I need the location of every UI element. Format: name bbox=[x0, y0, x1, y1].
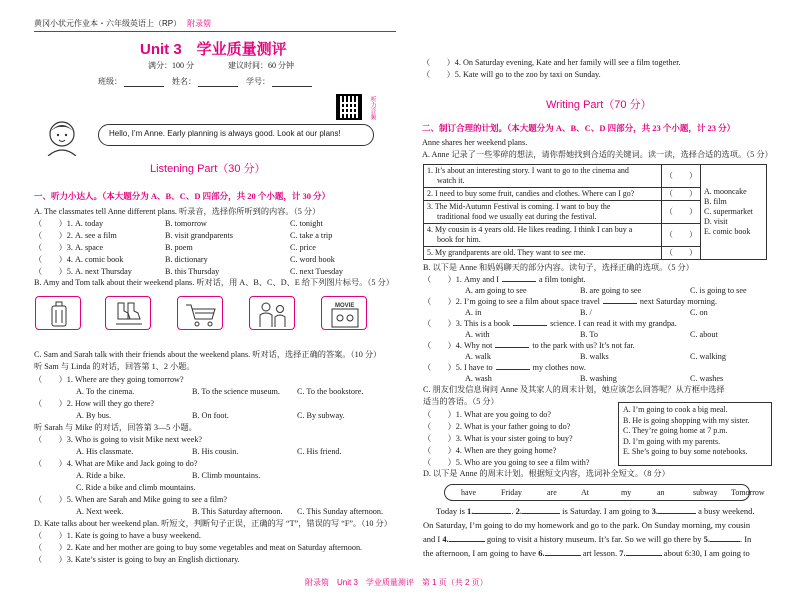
picture-skates bbox=[105, 296, 151, 330]
writing-intro: Anne shares her weekend plans. bbox=[422, 138, 528, 147]
writing-d-instruction: D. 以下是 Anne 的周末计划。根据短文内容，选词补全短文。（8 分） bbox=[423, 469, 670, 478]
book-header bbox=[34, 18, 211, 29]
passage-text: going to visit a history museum. It’s far. So we will go there by bbox=[484, 534, 704, 544]
sentence-text: book for him. bbox=[437, 235, 481, 244]
c-answer-option: B. He is going shopping with my sister. bbox=[623, 415, 750, 425]
passage-line-3 bbox=[423, 534, 751, 545]
picture-cart bbox=[177, 296, 223, 330]
c-writing-question: （ ）2. What is your father going to do? bbox=[423, 422, 571, 431]
a-option-b: B. poem bbox=[165, 243, 193, 252]
part-b-instruction: B. Amy and Tom talk about their weekend plans. 听对话，用 A、B、C、D、E 给下列图片标号。（5 分） bbox=[34, 278, 394, 287]
a-option-c: C. take a trip bbox=[290, 231, 333, 240]
b-option: C. is going to see bbox=[690, 286, 747, 295]
answer-cell[interactable]: （ ） bbox=[662, 165, 701, 188]
picture-suitcase bbox=[35, 296, 81, 330]
b-question-end: science. I can read it with my grandpa. bbox=[550, 319, 677, 328]
b-option: C. about bbox=[690, 330, 718, 339]
c-option: A. Ride a bike. bbox=[76, 471, 126, 480]
skates-icon bbox=[106, 297, 152, 331]
a-question-row: （ ）1. A. today bbox=[34, 219, 104, 228]
a-question-row: （ ）4. A. comic book bbox=[34, 255, 124, 264]
c-writing-question: （ ）3. What is your sister going to buy? bbox=[423, 434, 573, 443]
b-question-end: my clothes now. bbox=[532, 363, 586, 372]
sentence-text: 5. My grandparents are old. They want to see me. bbox=[427, 248, 586, 257]
c-option: A. By bus. bbox=[76, 411, 112, 420]
blank-number-2: 2. bbox=[515, 506, 523, 516]
c-option: A. To the cinema. bbox=[76, 387, 135, 396]
girl-avatar-icon bbox=[40, 118, 86, 156]
b-option: A. am going to see bbox=[465, 286, 527, 295]
c-option: C. His friend. bbox=[297, 447, 342, 456]
a-option-c: C. word book bbox=[290, 255, 335, 264]
c-question-3: （ ）3. Who is going to visit Mike next week? bbox=[34, 435, 203, 444]
b-option: B. washing bbox=[580, 374, 617, 383]
b-blank[interactable] bbox=[496, 362, 530, 370]
b-question-start: （ ）4. Why not bbox=[423, 341, 493, 350]
a-option-c: C. next Tuesday bbox=[290, 267, 343, 276]
writing-b-instruction: B. 以下是 Anne 和妈妈聊天的部分内容。读句子，选择正确的选项。（5 分） bbox=[423, 263, 694, 272]
writing-section-heading: 二、制订合理的计划。（本大题分为 A、B、C、D 四部分，共 23 个小题，计 23 分） bbox=[422, 123, 736, 133]
c-option: B. On foot. bbox=[192, 411, 229, 420]
d-statement-row: （ ）5. Kate will go to the zoo by taxi on Sunday. bbox=[422, 70, 601, 79]
part-c-instruction: C. Sam and Sarah talk with their friends about the weekend plans. 听对话，选择正确的答案。（10 分） bbox=[34, 350, 382, 359]
passage-text: art lesson. bbox=[580, 548, 620, 558]
time-text: 建议时间：60 分钟 bbox=[228, 61, 294, 70]
id-label: 学号： bbox=[246, 77, 270, 86]
matching-sentence bbox=[424, 165, 662, 188]
blank-number-1: 1. bbox=[467, 506, 474, 516]
b-question-row bbox=[423, 318, 677, 329]
b-blank[interactable] bbox=[513, 318, 547, 326]
b-question-end: next Saturday morning. bbox=[639, 297, 717, 306]
b-question-row bbox=[423, 296, 717, 307]
b-question-start: （ ）3. This is a book bbox=[423, 319, 511, 328]
book-title: 黄冈小状元作业本・六年级英语上（RP） bbox=[34, 19, 182, 28]
b-option: B. are going to see bbox=[580, 286, 642, 295]
b-question-start: （ ）2. I’m going to see a film about space travel bbox=[423, 297, 600, 306]
a-option-b: B. this Thursday bbox=[165, 267, 220, 276]
c-writing-question: （ ）4. When are they going home? bbox=[423, 446, 557, 455]
b-option: A. walk bbox=[465, 352, 491, 361]
sentence-text: traditional food we usually eat during the festival. bbox=[437, 212, 597, 221]
passage-text: about 6:30, I am going to bbox=[661, 548, 750, 558]
b-blank[interactable] bbox=[495, 340, 529, 348]
b-question-end: a film tonight. bbox=[538, 275, 586, 284]
a-question-row: （ ）3. A. space bbox=[34, 243, 104, 252]
sentence-text: 3. The Mid-Autumn Festival is coming. I want to buy the bbox=[427, 202, 611, 211]
b-blank[interactable] bbox=[502, 274, 536, 282]
c-option: A. His classmate. bbox=[76, 447, 134, 456]
c-question-4: （ ）4. What are Mike and Jack going to do? bbox=[34, 459, 198, 468]
d-statement-row: （ ）4. On Saturday evening, Kate and her family will see a film together. bbox=[422, 58, 681, 67]
answer-cell[interactable]: （ ） bbox=[662, 224, 701, 247]
speech-bubble: Hello, I’m Anne. Early planning is always good. Look at our plans! bbox=[98, 124, 374, 146]
c-question-1: （ ）1. Where are they going tomorrow? bbox=[34, 375, 184, 384]
part-d-instruction: D. Kate talks about her weekend plan. 听短文，判断句子正误，正确的写 “T”，错误的写 “F”。（10 分） bbox=[34, 519, 392, 528]
writing-a-instruction: A. Anne 记录了一些零碎的想法，请你帮她找到合适的关键词。读一读，选择合适的选项。（5 分） bbox=[422, 150, 773, 159]
matching-table bbox=[423, 164, 767, 260]
d-statement-row: （ ）2. Kate and her mother are going to buy some vegetables and meat on Saturday afternoon. bbox=[34, 543, 363, 552]
blank-number-5: 5. bbox=[703, 534, 710, 544]
family-icon bbox=[250, 297, 296, 331]
c-question-5: （ ）5. When are Sarah and Mike going to see a film? bbox=[34, 495, 228, 504]
word-bank-item: subway bbox=[693, 488, 718, 497]
part-c-sub2: 听 Sarah 与 Mike 的对话，回答第 3—5 小题。 bbox=[34, 423, 197, 432]
passage-text: and I bbox=[423, 534, 443, 544]
passage-text: Today is bbox=[436, 506, 468, 516]
suitcase-icon bbox=[36, 297, 82, 331]
matching-row bbox=[424, 165, 767, 188]
matching-sentence bbox=[424, 201, 662, 224]
c-option: B. His cousin. bbox=[192, 447, 239, 456]
a-option-b: B. tomorrow bbox=[165, 219, 207, 228]
b-option: C. on bbox=[690, 308, 708, 317]
sentence-text: 4. My cousin is 4 years old. He likes reading. I think I can buy a bbox=[427, 225, 633, 234]
header-rule bbox=[34, 31, 396, 32]
b-option: B. walks bbox=[580, 352, 609, 361]
b-option: B. / bbox=[580, 308, 592, 317]
matching-sentence bbox=[424, 224, 662, 247]
matching-option: D. visit bbox=[704, 217, 728, 226]
c-writing-question: （ ）1. What are you going to do? bbox=[423, 410, 552, 419]
b-option: A. in bbox=[465, 308, 482, 317]
a-option-b: B. visit grandparents bbox=[165, 231, 233, 240]
b-question-row bbox=[423, 362, 586, 373]
c-answer-option: C. They’re going home at 7 p.m. bbox=[623, 426, 728, 435]
b-question-start: （ ）5. I have to bbox=[423, 363, 493, 372]
b-option: B. To bbox=[580, 330, 598, 339]
matching-sentence bbox=[424, 247, 662, 260]
passage-line-1: Today is 1. . 2. is Saturday. I am going to 3. a busy weekend. bbox=[436, 506, 755, 516]
c-option: C. This Sunday afternoon. bbox=[297, 507, 384, 516]
c-question-2: （ ）2. How will they go there? bbox=[34, 399, 155, 408]
movie-icon bbox=[322, 297, 368, 331]
id-field[interactable] bbox=[272, 79, 312, 87]
c-option: B. To the science museum. bbox=[192, 387, 280, 396]
passage-line-4 bbox=[423, 548, 750, 559]
qr-code-icon[interactable] bbox=[336, 94, 362, 120]
blank-2[interactable] bbox=[522, 506, 560, 514]
c-writing-question: （ ）5. Who are you going to see a film with? bbox=[423, 458, 590, 467]
b-question-row bbox=[423, 274, 586, 285]
score-text: 满分：100 分 bbox=[148, 61, 194, 70]
class-label: 班级： bbox=[98, 77, 122, 86]
name-field[interactable] bbox=[198, 79, 238, 87]
passage-text: the afternoon, I am going to have bbox=[423, 548, 539, 558]
c-option: C. By subway. bbox=[297, 411, 345, 420]
a-question-row: （ ）2. A. see a film bbox=[34, 231, 117, 240]
c-option: A. Next week. bbox=[76, 507, 124, 516]
c-answer-option: E. She’s going to buy some notebooks. bbox=[623, 447, 748, 456]
blank-6[interactable] bbox=[545, 548, 581, 556]
b-option: C. walking bbox=[690, 352, 726, 361]
word-bank-item: are bbox=[547, 488, 557, 497]
shopping-cart-icon bbox=[178, 297, 224, 331]
page-title: Unit 3 学业质量测评 bbox=[140, 41, 287, 58]
word-bank-item: have bbox=[461, 488, 477, 497]
movie-sign-text: MOVIE bbox=[335, 303, 355, 309]
c-option: B. Climb mountains. bbox=[192, 471, 261, 480]
blank-1[interactable] bbox=[473, 506, 511, 514]
b-blank[interactable] bbox=[603, 296, 637, 304]
blank-number-6: 6. bbox=[538, 548, 545, 558]
matching-option: E. comic book bbox=[704, 227, 751, 236]
c-option: B. This Saturday afternoon. bbox=[192, 507, 283, 516]
blank-7[interactable] bbox=[626, 548, 662, 556]
passage-text: . In bbox=[739, 534, 752, 544]
passage-line-2: On Saturday, I’m going to do my homework and go to the park. On Sunday morning, my cousin bbox=[423, 520, 751, 530]
picture-family bbox=[249, 296, 295, 330]
passage-text: is Saturday. I am going to bbox=[560, 506, 652, 516]
a-question-row: （ ）5. A. next Thursday bbox=[34, 267, 132, 276]
d-statement-row: （ ）1. Kate is going to have a busy weekend. bbox=[34, 531, 201, 540]
word-bank-item: an bbox=[657, 488, 665, 497]
writing-c-instruction-1: C. 朋友们发信息询问 Anne 及其家人的周末计划，她应该怎么回答呢？从方框中选择 bbox=[423, 385, 725, 394]
blank-number-3: 3. bbox=[651, 506, 658, 516]
b-question-row bbox=[423, 340, 635, 351]
listening-part-title: Listening Part（30 分） bbox=[150, 163, 266, 175]
writing-part-title: Writing Part（70 分） bbox=[546, 99, 652, 111]
passage-text: a busy weekend. bbox=[695, 506, 755, 516]
word-bank-item: At bbox=[581, 488, 589, 497]
a-option-b: B. dictionary bbox=[165, 255, 208, 264]
word-bank-item: my bbox=[621, 488, 632, 497]
d-statement-row: （ ）3. Kate’s sister is going to buy an English dictionary. bbox=[34, 555, 240, 564]
word-bank bbox=[444, 484, 765, 501]
b-option: C. washes bbox=[690, 374, 724, 383]
sentence-text: 2. I need to buy some fruit, candies and clothes. Where can I go? bbox=[427, 189, 635, 198]
blank-number-4: 4. bbox=[442, 534, 449, 544]
name-label: 姓名： bbox=[172, 77, 196, 86]
blank-4[interactable] bbox=[449, 534, 485, 542]
word-bank-item: Friday bbox=[501, 488, 522, 497]
c-answer-option: A. I’m going to cook a big meal. bbox=[623, 405, 728, 414]
b-option: A. wash bbox=[465, 374, 492, 383]
word-bank-item: Tomorrow bbox=[731, 488, 765, 497]
blank-number-7: 7. bbox=[619, 548, 626, 558]
class-field[interactable] bbox=[124, 79, 164, 87]
a-option-c: C. price bbox=[290, 243, 316, 252]
answer-options-box bbox=[618, 402, 772, 466]
c-q4-option-c: C. Ride a bike and climb mountains. bbox=[76, 483, 196, 492]
sentence-text: watch it. bbox=[437, 176, 465, 185]
matching-option: B. film bbox=[704, 197, 727, 206]
blank-3[interactable] bbox=[658, 506, 696, 514]
answer-cell[interactable]: （ ） bbox=[662, 247, 701, 260]
part-a-instruction: A. The classmates tell Anne different plans. 听录音，选择你所听到的内容。（5 分） bbox=[34, 207, 321, 216]
matching-option: A. mooncake bbox=[704, 187, 747, 196]
picture-movie bbox=[321, 296, 367, 330]
c-option: C. To the bookstore. bbox=[297, 387, 364, 396]
matching-options bbox=[701, 165, 767, 260]
matching-option: C. supermarket bbox=[704, 207, 753, 216]
sentence-text: 1. It’s about an interesting story. I want to go to the cinema and bbox=[427, 166, 629, 175]
c-answer-option: D. I’m going with my parents. bbox=[623, 436, 721, 446]
b-question-start: （ ）1. Amy and I bbox=[423, 275, 499, 284]
listening-section-heading: 一、听力小达人。（本大题分为 A、B、C、D 四部分，共 20 个小题，计 30 分） bbox=[34, 191, 331, 201]
writing-c-instruction-2: 适当的答语。（5 分） bbox=[423, 397, 499, 406]
listen-audio-label: 听力音频 bbox=[369, 96, 375, 120]
answer-cell[interactable]: （ ） bbox=[662, 201, 701, 224]
part-c-sub1: 听 Sam 与 Linda 的对话，回答第 1、2 小题。 bbox=[34, 362, 195, 371]
b-question-end: to the park with us? It’s not far. bbox=[532, 341, 635, 350]
page-footer: 附录䇷 Unit 3 学业质量测评 第 1 页（共 2 页） bbox=[305, 578, 488, 587]
answer-cell[interactable]: （ ） bbox=[662, 188, 701, 201]
a-option-c: C. tonight bbox=[290, 219, 323, 228]
appendix-label: 附录䇷 bbox=[187, 19, 212, 28]
matching-sentence bbox=[424, 188, 662, 201]
blank-5[interactable] bbox=[710, 534, 740, 542]
b-option: A. with bbox=[465, 330, 490, 339]
